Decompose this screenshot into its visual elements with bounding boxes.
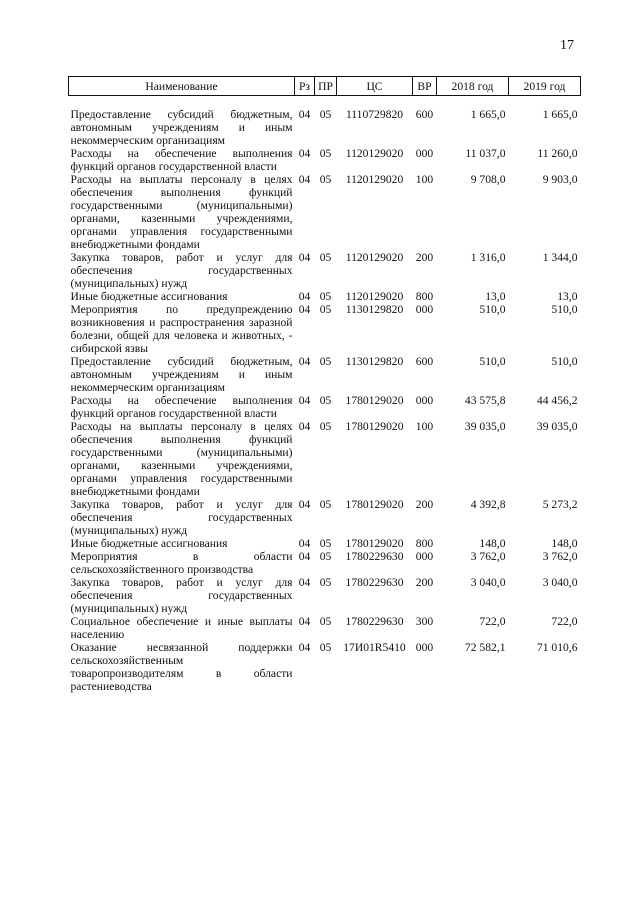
table-row bbox=[69, 641, 581, 693]
row-vr: 100 bbox=[415, 173, 434, 186]
row-pr: 05 bbox=[319, 498, 332, 511]
row-value-2018: 148,0 bbox=[479, 537, 506, 550]
row-value-2019: 9 903,0 bbox=[542, 173, 578, 186]
row-value-2018: 510,0 bbox=[479, 303, 506, 316]
row-vr: 000 bbox=[415, 550, 434, 563]
row-value-2019: 3 762,0 bbox=[542, 550, 578, 563]
row-rz: 04 bbox=[298, 576, 311, 589]
row-name: Мероприятия по предупреждению возникновения и распространения заразной болезни, общей для человека и животных, - сибирской язвы bbox=[70, 303, 293, 355]
table-header-row bbox=[69, 77, 581, 96]
row-value-2018: 510,0 bbox=[479, 355, 506, 368]
header-2019: 2019 год bbox=[509, 77, 581, 96]
row-vr: 000 bbox=[415, 641, 434, 654]
row-pr: 05 bbox=[319, 420, 332, 433]
row-pr: 05 bbox=[319, 394, 332, 407]
row-cs: 1780229630 bbox=[345, 550, 404, 563]
page-number: 17 bbox=[560, 38, 574, 53]
row-cs: 1780229630 bbox=[345, 576, 404, 589]
row-rz: 04 bbox=[298, 550, 311, 563]
row-value-2018: 43 575,8 bbox=[464, 394, 506, 407]
row-rz: 04 bbox=[298, 537, 311, 550]
row-value-2019: 3 040,0 bbox=[542, 576, 578, 589]
row-rz: 04 bbox=[298, 290, 311, 303]
row-name: Предоставление субсидий бюджетным, автономным учреждениям и иным некоммерческим организациям bbox=[70, 108, 293, 147]
row-vr: 600 bbox=[415, 108, 434, 121]
row-pr: 05 bbox=[319, 355, 332, 368]
row-value-2019: 11 260,0 bbox=[537, 147, 578, 160]
header-rz: Рз bbox=[295, 77, 315, 96]
table-row bbox=[69, 290, 581, 303]
row-value-2019: 13,0 bbox=[557, 290, 578, 303]
row-cs: 1120129020 bbox=[345, 173, 404, 186]
row-value-2018: 3 762,0 bbox=[470, 550, 506, 563]
row-rz: 04 bbox=[298, 498, 311, 511]
table-body bbox=[69, 96, 581, 694]
row-pr: 05 bbox=[319, 173, 332, 186]
table-row bbox=[69, 251, 581, 290]
table-row bbox=[69, 537, 581, 550]
header-vr: ВР bbox=[413, 77, 437, 96]
row-pr: 05 bbox=[319, 303, 332, 316]
row-value-2018: 72 582,1 bbox=[464, 641, 506, 654]
row-pr: 05 bbox=[319, 251, 332, 264]
row-rz: 04 bbox=[298, 251, 311, 264]
row-rz: 04 bbox=[298, 108, 311, 121]
row-vr: 300 bbox=[415, 615, 434, 628]
row-value-2019: 1 344,0 bbox=[542, 251, 578, 264]
row-pr: 05 bbox=[319, 537, 332, 550]
row-name: Расходы на обеспечение выполнения функций органов государственной власти bbox=[70, 147, 293, 173]
row-value-2019: 722,0 bbox=[551, 615, 578, 628]
row-value-2019: 5 273,2 bbox=[542, 498, 578, 511]
row-rz: 04 bbox=[298, 615, 311, 628]
row-pr: 05 bbox=[319, 147, 332, 160]
row-value-2018: 11 037,0 bbox=[465, 147, 506, 160]
row-value-2018: 722,0 bbox=[479, 615, 506, 628]
row-vr: 000 bbox=[415, 303, 434, 316]
row-cs: 1130129820 bbox=[345, 355, 404, 368]
row-cs: 1780129020 bbox=[345, 420, 404, 433]
row-vr: 200 bbox=[415, 251, 434, 264]
row-cs: 1130129820 bbox=[345, 303, 404, 316]
row-cs: 17И01R5410 bbox=[343, 641, 406, 654]
row-value-2019: 44 456,2 bbox=[536, 394, 578, 407]
row-name: Расходы на выплаты персоналу в целях обеспечения выполнения функций государственными (муниципальными) органами, казенными учреждениями, органами управления государственными внебюджетными фондами bbox=[70, 173, 293, 251]
row-value-2019: 148,0 bbox=[551, 537, 578, 550]
row-vr: 000 bbox=[415, 394, 434, 407]
table-row bbox=[69, 303, 581, 355]
row-pr: 05 bbox=[319, 641, 332, 654]
row-name: Иные бюджетные ассигнования bbox=[70, 537, 228, 550]
row-cs: 1780129020 bbox=[345, 394, 404, 407]
row-rz: 04 bbox=[298, 420, 311, 433]
row-value-2018: 1 665,0 bbox=[470, 108, 506, 121]
row-value-2018: 39 035,0 bbox=[464, 420, 506, 433]
row-vr: 200 bbox=[415, 576, 434, 589]
header-2018: 2018 год bbox=[437, 77, 509, 96]
row-rz: 04 bbox=[298, 641, 311, 654]
table-row bbox=[69, 394, 581, 420]
row-name: Оказание несвязанной поддержки сельскохозяйственным товаропроизводителям в области растениеводства bbox=[70, 641, 293, 693]
row-rz: 04 bbox=[298, 173, 311, 186]
table-row bbox=[69, 355, 581, 394]
row-vr: 200 bbox=[415, 498, 434, 511]
row-cs: 1120129020 bbox=[345, 290, 404, 303]
row-name: Социальное обеспечение и иные выплаты населению bbox=[70, 615, 293, 641]
row-value-2018: 4 392,8 bbox=[470, 498, 506, 511]
row-pr: 05 bbox=[319, 576, 332, 589]
table-row bbox=[69, 550, 581, 576]
table-row bbox=[69, 173, 581, 251]
row-pr: 05 bbox=[319, 108, 332, 121]
row-rz: 04 bbox=[298, 355, 311, 368]
row-vr: 600 bbox=[415, 355, 434, 368]
header-pr: ПР bbox=[315, 77, 337, 96]
row-name: Закупка товаров, работ и услуг для обеспечения государственных (муниципальных) нужд bbox=[70, 576, 293, 615]
table-row bbox=[69, 576, 581, 615]
row-rz: 04 bbox=[298, 394, 311, 407]
row-value-2019: 510,0 bbox=[551, 355, 578, 368]
row-cs: 1120129020 bbox=[345, 147, 404, 160]
row-cs: 1780129020 bbox=[345, 498, 404, 511]
row-value-2018: 3 040,0 bbox=[470, 576, 506, 589]
row-rz: 04 bbox=[298, 303, 311, 316]
row-name: Закупка товаров, работ и услуг для обеспечения государственных (муниципальных) нужд bbox=[70, 251, 293, 290]
row-value-2019: 71 010,6 bbox=[536, 641, 578, 654]
row-vr: 800 bbox=[415, 290, 434, 303]
budget-table bbox=[68, 76, 581, 693]
row-name: Мероприятия в области сельскохозяйственного производства bbox=[70, 550, 293, 576]
row-pr: 05 bbox=[319, 615, 332, 628]
table-row bbox=[69, 615, 581, 641]
row-pr: 05 bbox=[319, 290, 332, 303]
row-name: Расходы на обеспечение выполнения функций органов государственной власти bbox=[70, 394, 293, 420]
header-name: Наименование bbox=[69, 77, 295, 96]
row-value-2019: 39 035,0 bbox=[536, 420, 578, 433]
row-value-2018: 9 708,0 bbox=[470, 173, 506, 186]
row-rz: 04 bbox=[298, 147, 311, 160]
row-value-2019: 1 665,0 bbox=[542, 108, 578, 121]
row-name: Иные бюджетные ассигнования bbox=[70, 290, 228, 303]
row-pr: 05 bbox=[319, 550, 332, 563]
row-vr: 100 bbox=[415, 420, 434, 433]
row-cs: 1110729820 bbox=[345, 108, 404, 121]
table-row bbox=[69, 147, 581, 173]
table-row bbox=[69, 420, 581, 498]
row-vr: 800 bbox=[415, 537, 434, 550]
row-value-2018: 13,0 bbox=[485, 290, 506, 303]
row-cs: 1120129020 bbox=[345, 251, 404, 264]
header-cs: ЦС bbox=[337, 77, 413, 96]
row-value-2019: 510,0 bbox=[551, 303, 578, 316]
row-name: Закупка товаров, работ и услуг для обеспечения государственных (муниципальных) нужд bbox=[70, 498, 293, 537]
row-vr: 000 bbox=[415, 147, 434, 160]
row-name: Предоставление субсидий бюджетным, автономным учреждениям и иным некоммерческим организациям bbox=[70, 355, 293, 394]
table-row bbox=[69, 498, 581, 537]
row-value-2018: 1 316,0 bbox=[470, 251, 506, 264]
row-cs: 1780129020 bbox=[345, 537, 404, 550]
row-cs: 1780229630 bbox=[345, 615, 404, 628]
table-row bbox=[69, 96, 581, 148]
row-name: Расходы на выплаты персоналу в целях обеспечения выполнения функций государственными (муниципальными) органами, казенными учреждениями, органами управления государственными внебюджетными фондами bbox=[70, 420, 293, 498]
